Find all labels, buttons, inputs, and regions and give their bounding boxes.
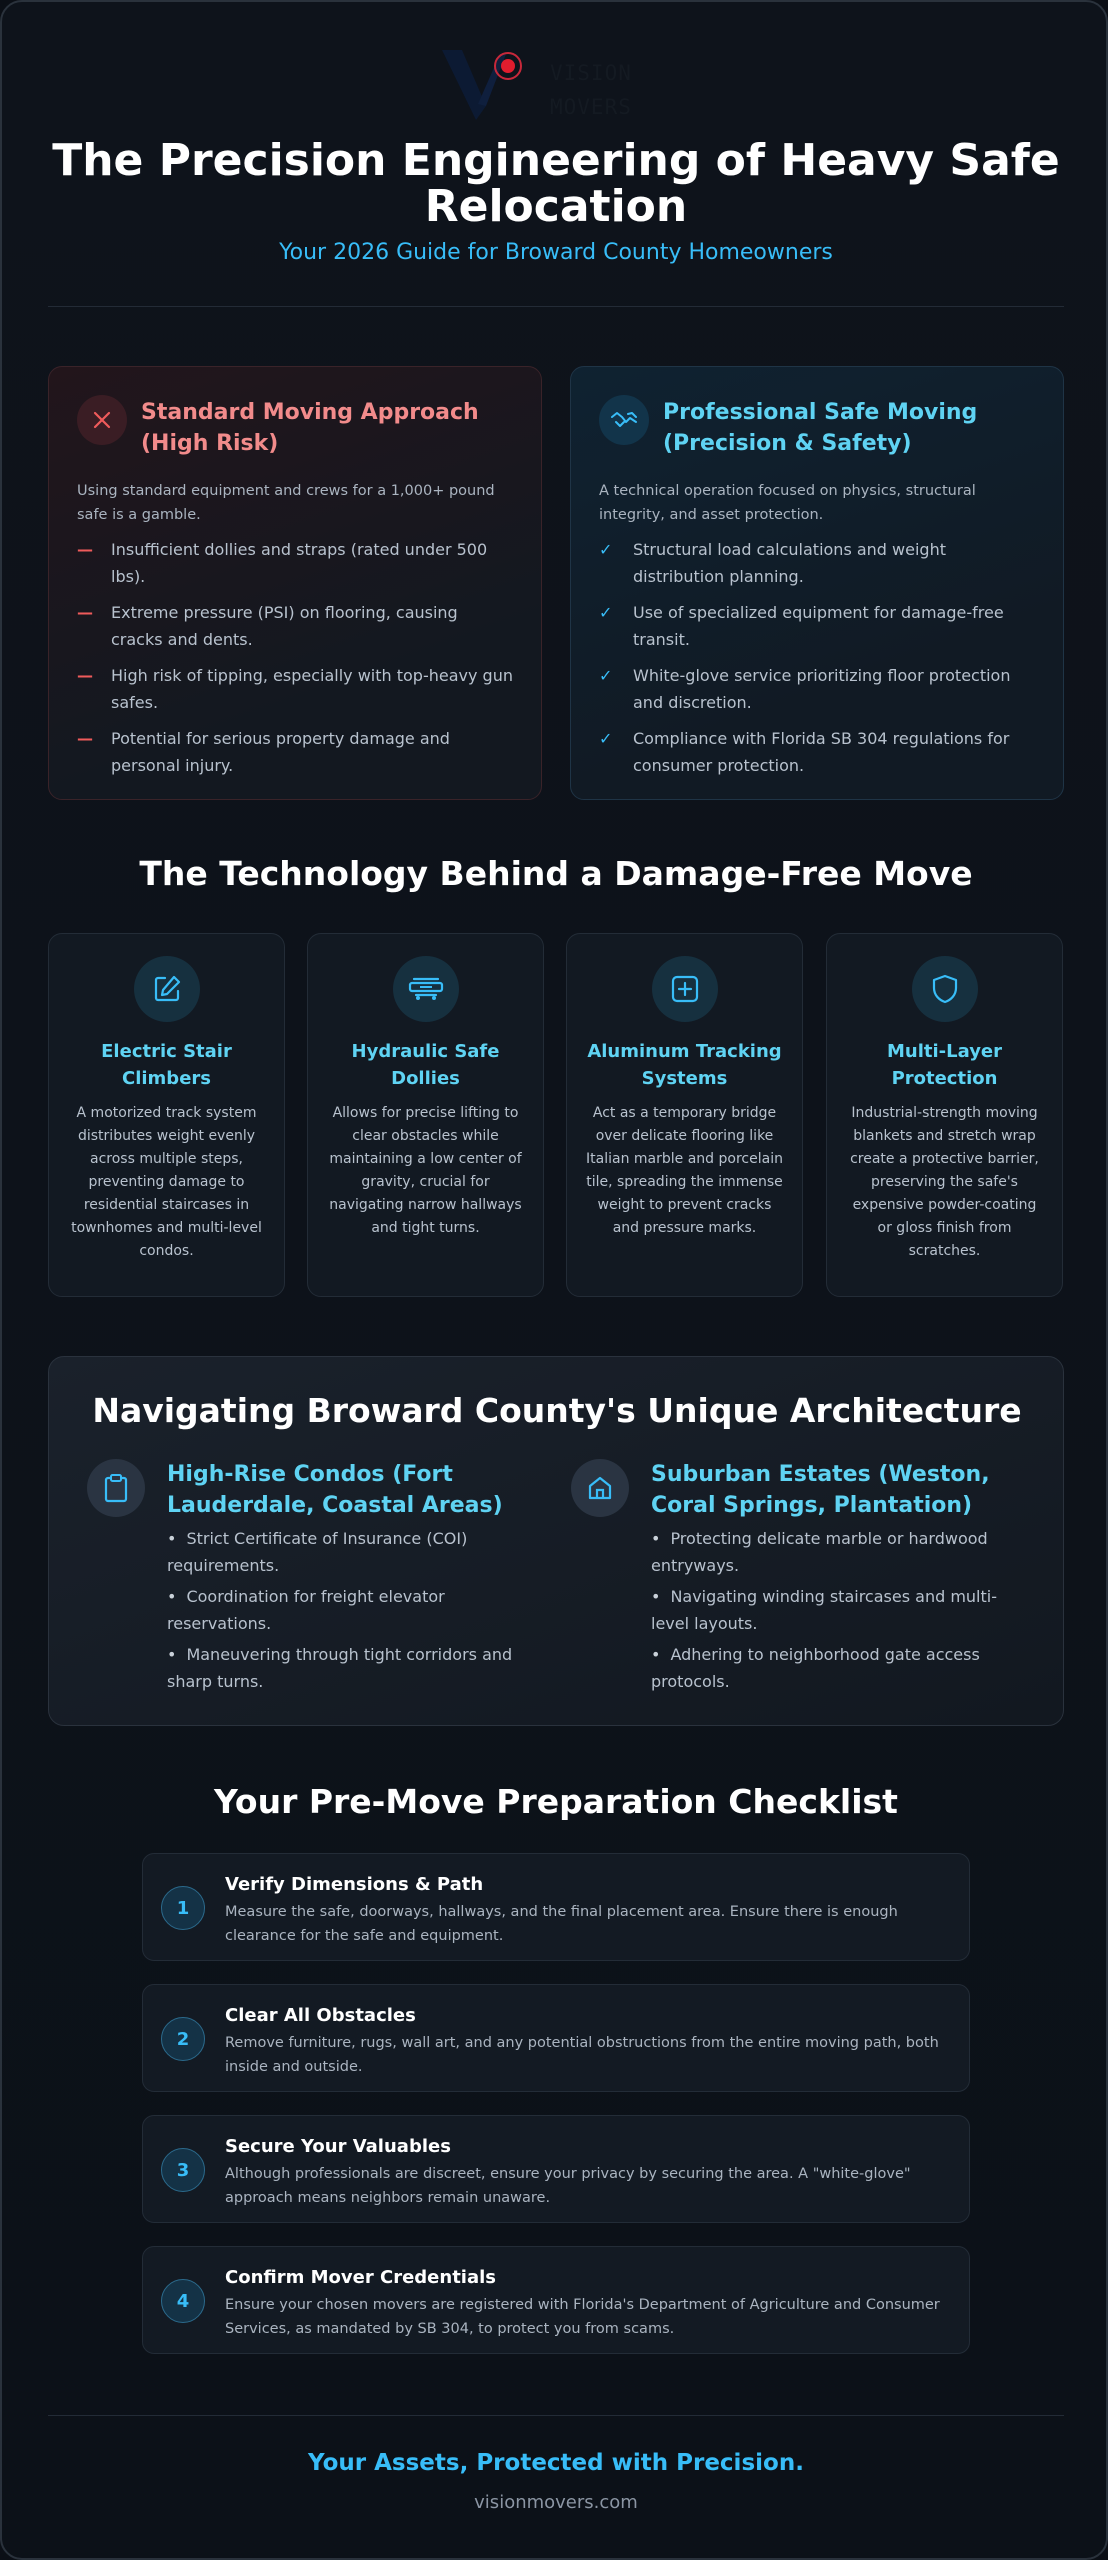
step-number: 2 — [161, 2017, 205, 2061]
list-item — [651, 1641, 1031, 1695]
tech-card-stair-climbers — [48, 933, 285, 1297]
step-title: Confirm Mover Credentials — [225, 2267, 497, 2288]
list-item-text: Potential for serious property damage and personal injury. — [111, 729, 450, 775]
footer-tagline: Your Assets, Protected with Precision. — [308, 2450, 804, 2476]
tech-card-title: Electric Stair Climbers — [101, 1041, 232, 1089]
step-title: Secure Your Valuables — [225, 2136, 451, 2157]
tech-card-description: A motorized track system distributes weight evenly across multiple steps, preventing damage to residential staircases in townhomes and multi-level condos. — [71, 1105, 262, 1259]
bullet-icon: • — [651, 1645, 661, 1664]
step-description: Remove furniture, rugs, wall art, and any potential obstructions from the entire moving path, both inside and outside. — [225, 2035, 939, 2075]
dash-icon: — — [77, 666, 93, 685]
plus-square-icon — [652, 956, 718, 1022]
checklist-step — [142, 2246, 970, 2354]
clipboard-icon — [87, 1459, 145, 1517]
step-description: Measure the safe, doorways, hallways, and the final placement area. Ensure there is enough clearance for the safe and equipment. — [225, 1904, 898, 1944]
dash-icon: — — [77, 603, 93, 622]
bullet-icon: • — [167, 1645, 177, 1664]
tech-card-title: Multi-Layer Protection — [886, 1041, 1003, 1089]
list-item-text: Structural load calculations and weight distribution planning. — [633, 540, 946, 586]
shield-icon — [912, 956, 978, 1022]
list-item-text: Coordination for freight elevator reservations. — [167, 1587, 445, 1633]
list-item-text: Strict Certificate of Insurance (COI) requirements. — [167, 1529, 468, 1575]
logo-text-line2: MOVERS — [550, 95, 632, 119]
list-item-text: Navigating winding staircases and multi-level layouts. — [651, 1587, 997, 1633]
divider — [48, 306, 1064, 307]
page-title: The Precision Engineering of Heavy Safe Relocation — [52, 135, 1060, 232]
bullet-icon: • — [651, 1587, 661, 1606]
check-icon: ✓ — [599, 603, 613, 622]
tech-card-multi-layer-protection — [826, 933, 1063, 1297]
bullet-icon: • — [167, 1587, 177, 1606]
list-item — [167, 1525, 547, 1579]
tech-card-safe-dollies — [307, 933, 544, 1297]
tech-card-title: Aluminum Tracking Systems — [587, 1041, 782, 1089]
bullet-icon: • — [651, 1529, 661, 1548]
checklist-step — [142, 1853, 970, 1961]
edit-icon — [134, 956, 200, 1022]
step-title: Clear All Obstacles — [225, 2005, 416, 2026]
architecture-column-title: High-Rise Condos (Fort Lauderdale, Coastal Areas) — [167, 1462, 503, 1518]
checklist-heading: Your Pre-Move Preparation Checklist — [214, 1782, 898, 1821]
professional-moving-card — [570, 366, 1064, 800]
dash-icon: — — [77, 540, 93, 559]
check-icon: ✓ — [599, 729, 613, 748]
architecture-section — [48, 1356, 1064, 1726]
step-title: Verify Dimensions & Path — [225, 1874, 484, 1895]
dash-icon: — — [77, 729, 93, 748]
standard-approach-card — [48, 366, 542, 800]
list-item-text: Maneuvering through tight corridors and sharp turns. — [167, 1645, 513, 1691]
standard-approach-description: Using standard equipment and crews for a 1,000+ pound safe is a gamble. — [77, 483, 495, 523]
list-item — [599, 599, 1035, 653]
divider — [48, 2415, 1064, 2416]
list-item-text: Compliance with Florida SB 304 regulations for consumer protection. — [633, 729, 1010, 775]
list-item-text: High risk of tipping, especially with top-heavy gun safes. — [111, 666, 513, 712]
check-icon: ✓ — [599, 540, 613, 559]
logo-mark-icon — [442, 46, 552, 122]
risk-list — [77, 536, 513, 779]
list-item — [77, 725, 513, 779]
standard-approach-title: Standard Moving Approach (High Risk) — [141, 400, 479, 456]
step-number: 4 — [161, 2279, 205, 2323]
list-item — [77, 662, 513, 716]
list-item — [599, 536, 1035, 590]
tech-card-description: Industrial-strength moving blankets and stretch wrap create a protective barrier, preserving the safe's expensive powder-coating or gloss finish from scratches. — [850, 1105, 1039, 1259]
professional-moving-description: A technical operation focused on physics, structural integrity, and asset protection. — [599, 483, 976, 523]
checklist-step — [142, 2115, 970, 2223]
dolly-icon — [393, 956, 459, 1022]
list-item — [167, 1583, 547, 1637]
step-number: 1 — [161, 1886, 205, 1930]
list-item — [651, 1583, 1031, 1637]
logo-wordmark — [550, 56, 632, 124]
list-item — [167, 1641, 547, 1695]
professional-moving-title: Professional Safe Moving (Precision & Safety) — [663, 400, 978, 456]
logo-text-line1: VISION — [550, 61, 632, 85]
list-item — [599, 725, 1035, 779]
list-item-text: Use of specialized equipment for damage-free transit. — [633, 603, 1004, 649]
list-item — [77, 599, 513, 653]
step-number: 3 — [161, 2148, 205, 2192]
list-item-text: White-glove service prioritizing floor protection and discretion. — [633, 666, 1011, 712]
architecture-column-title: Suburban Estates (Weston, Coral Springs, Plantation) — [651, 1462, 990, 1518]
footer-website-link[interactable]: visionmovers.com — [474, 2492, 638, 2513]
handshake-icon — [599, 395, 649, 445]
tech-card-description: Act as a temporary bridge over delicate flooring like Italian marble and porcelain tile, spreading the immense weight to prevent cracks and pressure marks. — [586, 1105, 783, 1236]
list-item-text: Insufficient dollies and straps (rated under 500 lbs). — [111, 540, 488, 586]
list-item — [599, 662, 1035, 716]
list-item-text: Extreme pressure (PSI) on flooring, causing cracks and dents. — [111, 603, 458, 649]
home-icon — [571, 1459, 629, 1517]
tech-card-title: Hydraulic Safe Dollies — [351, 1041, 500, 1089]
step-description: Although professionals are discreet, ensure your privacy by securing the area. A "white-glove" approach means neighbors remain unaware. — [225, 2166, 911, 2206]
tech-card-tracking-systems — [566, 933, 803, 1297]
architecture-list — [651, 1525, 1031, 1695]
technology-heading: The Technology Behind a Damage-Free Move — [139, 854, 973, 893]
close-icon — [77, 395, 127, 445]
logo — [442, 46, 682, 122]
page-subtitle: Your 2026 Guide for Broward County Homeowners — [279, 240, 833, 265]
benefit-list — [599, 536, 1035, 779]
check-icon: ✓ — [599, 666, 613, 685]
architecture-list — [167, 1525, 547, 1695]
architecture-heading: Navigating Broward County's Unique Architecture — [92, 1391, 1022, 1430]
tech-card-description: Allows for precise lifting to clear obstacles while maintaining a low center of gravity, crucial for navigating narrow hallways and tight turns. — [329, 1105, 522, 1236]
bullet-icon: • — [167, 1529, 177, 1548]
list-item-text: Adhering to neighborhood gate access protocols. — [651, 1645, 980, 1691]
list-item — [77, 536, 513, 590]
checklist-step — [142, 1984, 970, 2092]
step-description: Ensure your chosen movers are registered with Florida's Department of Agriculture and Consumer Services, as mandated by SB 304, to protect you from scams. — [225, 2297, 940, 2337]
list-item — [651, 1525, 1031, 1579]
list-item-text: Protecting delicate marble or hardwood entryways. — [651, 1529, 988, 1575]
